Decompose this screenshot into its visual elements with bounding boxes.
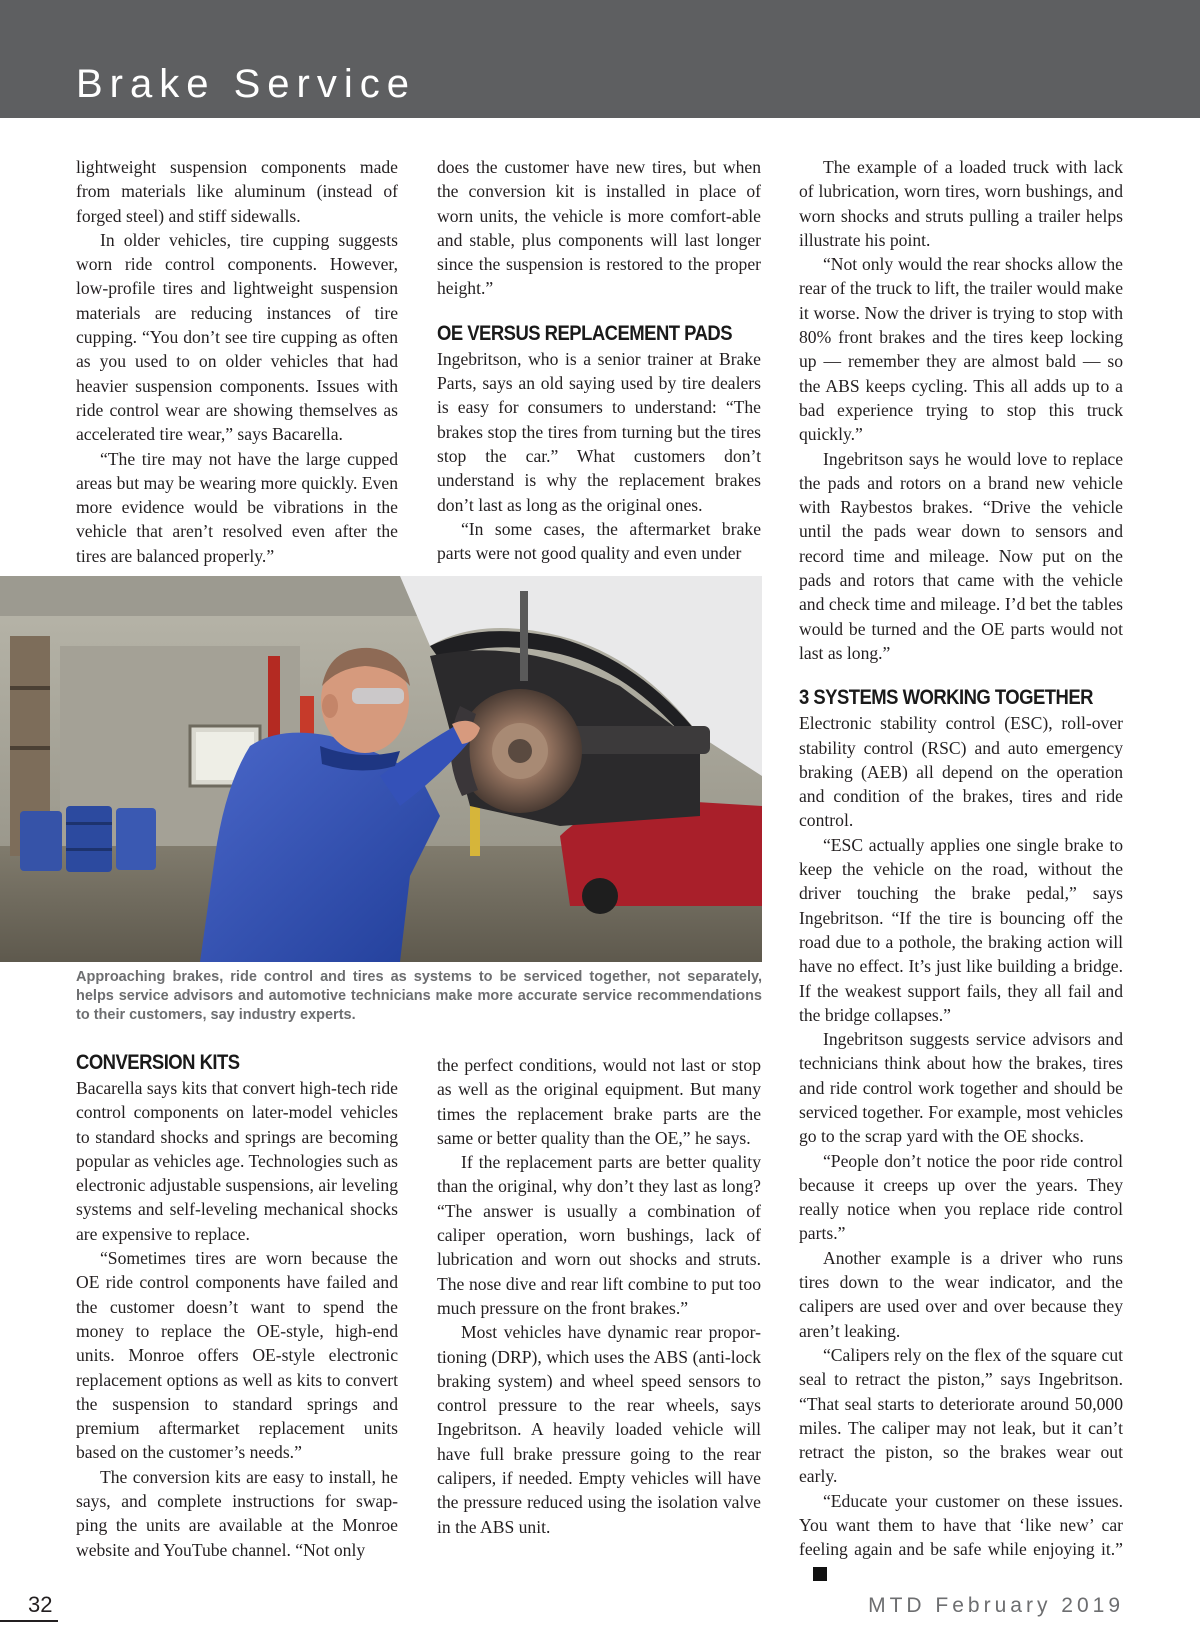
section-heading-oe-pads: OE VERSUS REPLACEMENT PADS [437, 321, 733, 345]
column-2-bottom [437, 1053, 761, 1539]
section-title: Brake Service [76, 62, 416, 106]
paragraph-final [799, 1489, 1123, 1586]
paragraph: “Sometimes tires are worn because the OE ride control components have failed and the customer doesn’t want to spend the money to replace the OE-style, high-end units. Monroe offers OE-style electronic replacement options as well as kits to convert the suspension to standard springs and premium aftermarket replacement units based on the customer’s needs.” [76, 1248, 398, 1463]
paragraph: does the customer have new tires, but when the conversion kit is installed in place of worn units, the vehicle is more comfort-able and stable, plus components will last longer since the suspension is restored to the proper height.” [437, 157, 761, 299]
paragraph: “Calipers rely on the flex of the square cut seal to retract the piston,” says Ingebritson. “That seal starts to deteriorate around 50,000 miles. The caliper may not leak, but it can’t retract the piston, so the brakes wear out early. [799, 1344, 1123, 1487]
column-2-top [437, 155, 761, 565]
paragraph: Ingebritson says he would love to replace the pads and rotors on a brand new vehicle with Raybestos brakes. “Drive the vehicle until the pads wear down to sensors and record time and mileage. Now put on the pads and rotors that came with the vehicle and check time and mileage. I’d bet the tables would be turned and the OE parts would not last as long.” [799, 448, 1123, 663]
mechanic-brake-photo [0, 576, 762, 962]
paragraph: “Not only would the rear shocks allow the rear of the truck to lift, the trailer would make it worse. Now the driver is trying to stop with 80% front brakes and the tires keep locking up — remember they are almost bald — so the ABS keeps cycling. This all adds up to a bad experience trying to stop this truck quickly.” [799, 254, 1123, 445]
column-1-bottom [76, 1050, 398, 1562]
paragraph: lightweight suspension components made from materials like aluminum (instead of forged steel) and stiff sidewalls. [76, 157, 398, 226]
section-heading-3-systems: 3 SYSTEMS WORKING TOGETHER [799, 686, 1093, 710]
page-number: 32 [28, 1592, 53, 1617]
column-1-top [76, 155, 398, 568]
end-of-article-mark [813, 1567, 827, 1581]
paragraph: If the replacement parts are better quality than the original, why don’t they last as long? “The answer is usually a combination of caliper operation, worn bushings, lack of lubrication and worn out shocks and struts. The nose dive and rear lift combine to put too much pressure on the front brakes.” [437, 1152, 761, 1318]
paragraph: Another example is a driver who runs tires down to the wear indicator, and the calipers are used over and over because they aren’t leaking. [799, 1247, 1123, 1341]
paragraph: Most vehicles have dynamic rear propor-tioning (DRP), which uses the ABS (anti-lock braking system) and wheel speed sensors to control pressure to the rear wheels, says Ingebritson. A heavily loaded vehicle will have full brake pressure going to the rear calipers, if needed. Empty vehicles will have the pressure reduced using the isolation valve in the ABS unit. [437, 1322, 761, 1537]
paragraph: The example of a loaded truck with lack of lubrication, worn tires, worn bushings, and worn shocks and struts pulling a trailer helps illustrate his point. [799, 157, 1123, 250]
paragraph: The conversion kits are easy to install, he says, and complete instructions for swap-ping the units are available at the Monroe website and YouTube channel. “Not only [76, 1466, 398, 1560]
paragraph: “ESC actually applies one single brake to keep the vehicle on the road, without the driver touching the brake pedal,” says Ingebritson. “If the tire is bouncing off the road due to a pothole, the braking action will have no effect. It’s just like building a bridge. If the weakest support fails, they all fail and the bridge collapses.” [799, 834, 1123, 1025]
section-heading-conversion-kits: CONVERSION KITS [76, 1051, 240, 1074]
paragraph: Ingebritson, who is a senior trainer at Brake Parts, says an old saying used by tire dealers is easy for consumers to understand: “The brakes stop the tires from turning but the tires stop the car.” What customers don’t understand is why the replacement brakes don’t last as long as the original ones. [437, 348, 761, 515]
photo-caption: Approaching brakes, ride control and tires as systems to be serviced together, not separately, helps service advisors and automotive technicians make more accurate service recommendations to their customers, say industry experts. [76, 969, 762, 1023]
paragraph: Bacarella says kits that convert high-tech ride control components on later-model vehicles to standard shocks and springs are becoming popular as vehicles age. Technologies such as electronic adjustable suspensions, air leveling systems and self-leveling mechanical shocks are expensive to replace. [76, 1078, 398, 1244]
page-number-rule [0, 1620, 58, 1622]
paragraph: the perfect conditions, would not last or stop as well as the original equipment. But many times the replacement brake parts are the same or better quality than the OE,” he says. [437, 1055, 761, 1148]
paragraph: In older vehicles, tire cupping suggests worn ride control components. However, low-profile tires and lightweight suspension materials are reducing instances of tire cupping. “You don’t see tire cupping as often as you used to on older vehicles that had heavier suspension components. Issues with ride control wear are showing themselves as accelerated tire wear,” says Bacarella. [76, 229, 398, 445]
paragraph: “The tire may not have the large cupped areas but may be wearing more quickly. Even more evidence would be vibrations in the vehicle that aren’t resolved even after the tires are balanced properly.” [76, 448, 398, 566]
paragraph: Ingebritson suggests service advisors and technicians think about how the brakes, tires and ride control work together and should be serviced together. For example, most vehicles go to the scrap yard with the OE shocks. [799, 1029, 1123, 1147]
paragraph: Electronic stability control (ESC), roll-over stability control (RSC) and auto emergency braking (AEB) all depend on the operation and condition of the brakes, tires and ride control. [799, 713, 1123, 831]
paragraph: “People don’t notice the poor ride control because it creeps up over the years. They really notice when you replace ride control parts.” [799, 1150, 1123, 1244]
column-3 [799, 155, 1123, 1586]
paragraph-final-text: “Educate your customer on these issues. You want them to have that ‘like new’ car feeling again and be safe while enjoying it.” [799, 1490, 1123, 1560]
paragraph: “In some cases, the aftermarket brake parts were not good quality and even under [437, 518, 761, 564]
folio: MTD February 2019 [868, 1594, 1124, 1617]
